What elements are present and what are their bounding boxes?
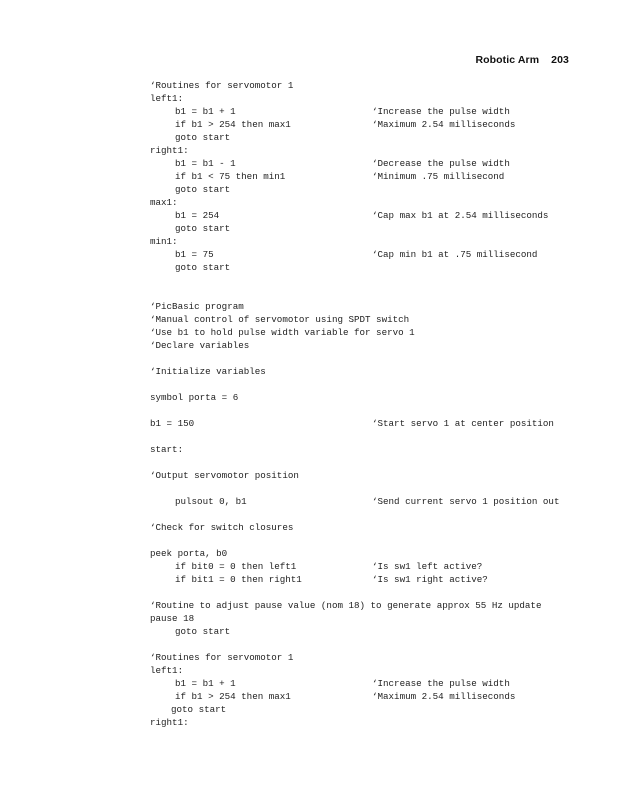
code-line <box>150 339 610 352</box>
code-line <box>150 92 610 105</box>
blank-line <box>150 508 610 521</box>
code-statement: b1 = 75 <box>175 249 214 260</box>
code-statement: if bit1 = 0 then right1 <box>175 574 302 585</box>
code-line <box>150 222 610 235</box>
code-line <box>150 157 610 170</box>
code-statement: right1: <box>150 717 189 728</box>
blank-line <box>150 534 610 547</box>
code-statement: pulsout 0, b1 <box>175 496 247 507</box>
blank-line <box>150 586 610 599</box>
chapter-title: Robotic Arm <box>475 54 540 66</box>
code-listing <box>150 79 610 729</box>
code-statement: b1 = 150 <box>150 418 195 429</box>
code-statement: ‘Manual control of servomotor using SPDT switch <box>150 314 410 325</box>
code-comment: ‘Send current servo 1 position out <box>372 496 560 507</box>
blank-line <box>150 456 610 469</box>
code-statement: if bit0 = 0 then left1 <box>175 561 297 572</box>
code-line <box>150 313 610 326</box>
code-statement: ‘Use b1 to hold pulse width variable for servo 1 <box>150 327 415 338</box>
running-header <box>475 54 569 66</box>
code-line <box>150 248 610 261</box>
code-line <box>150 235 610 248</box>
code-line <box>150 443 610 456</box>
code-line <box>150 326 610 339</box>
blank-line <box>150 404 610 417</box>
code-statement: b1 = b1 + 1 <box>175 106 236 117</box>
code-statement: ‘Output servomotor position <box>150 470 299 481</box>
code-line <box>150 391 610 404</box>
code-comment: ‘Cap max b1 at 2.54 milliseconds <box>372 210 549 221</box>
code-line <box>150 690 610 703</box>
code-line <box>150 599 610 612</box>
code-line <box>150 703 610 716</box>
code-comment: ‘Maximum 2.54 milliseconds <box>372 691 516 702</box>
code-statement: goto start <box>175 132 231 143</box>
code-comment: ‘Increase the pulse width <box>372 106 510 117</box>
code-statement: b1 = 254 <box>175 210 220 221</box>
code-comment: ‘Decrease the pulse width <box>372 158 510 169</box>
code-line <box>150 612 610 625</box>
code-line <box>150 131 610 144</box>
code-statement: pause 18 <box>150 613 195 624</box>
code-statement: goto start <box>175 626 231 637</box>
blank-line <box>150 430 610 443</box>
blank-line <box>150 482 610 495</box>
code-line <box>150 105 610 118</box>
code-line <box>150 716 610 729</box>
code-statement: peek porta, b0 <box>150 548 228 559</box>
code-comment: ‘Maximum 2.54 milliseconds <box>372 119 516 130</box>
code-line <box>150 547 610 560</box>
code-statement: ‘Routines for servomotor 1 <box>150 80 294 91</box>
code-statement: ‘Routine to adjust pause value (nom 18) to generate approx 55 Hz update <box>150 600 542 611</box>
code-comment: ‘Start servo 1 at center position <box>372 418 554 429</box>
code-comment: ‘Cap min b1 at .75 millisecond <box>372 249 538 260</box>
blank-line <box>150 638 610 651</box>
code-statement: symbol porta = 6 <box>150 392 239 403</box>
code-line <box>150 196 610 209</box>
code-statement: left1: <box>150 665 184 676</box>
blank-line <box>150 352 610 365</box>
code-line <box>150 79 610 92</box>
code-line <box>150 144 610 157</box>
code-line <box>150 365 610 378</box>
code-statement: left1: <box>150 93 184 104</box>
code-comment: ‘Minimum .75 millisecond <box>372 171 505 182</box>
page-number: 203 <box>551 54 569 66</box>
code-statement: if b1 > 254 then max1 <box>175 119 291 130</box>
code-statement: ‘Initialize variables <box>150 366 266 377</box>
code-line <box>150 170 610 183</box>
code-statement: if b1 < 75 then min1 <box>175 171 286 182</box>
blank-line <box>150 378 610 391</box>
code-line <box>150 209 610 222</box>
code-statement: b1 = b1 - 1 <box>175 158 236 169</box>
code-comment: ‘Is sw1 left active? <box>372 561 483 572</box>
code-statement: ‘Check for switch closures <box>150 522 294 533</box>
blank-line <box>150 274 610 287</box>
code-line <box>150 560 610 573</box>
code-line <box>150 521 610 534</box>
code-statement: goto start <box>175 262 231 273</box>
code-statement: ‘Declare variables <box>150 340 250 351</box>
code-comment: ‘Increase the pulse width <box>372 678 510 689</box>
code-line <box>150 417 610 430</box>
blank-line <box>150 287 610 300</box>
code-comment: ‘Is sw1 right active? <box>372 574 488 585</box>
code-statement: b1 = b1 + 1 <box>175 678 236 689</box>
code-statement: start: <box>150 444 184 455</box>
code-statement: if b1 > 254 then max1 <box>175 691 291 702</box>
code-line <box>150 261 610 274</box>
code-statement: ‘Routines for servomotor 1 <box>150 652 294 663</box>
code-statement: goto start <box>171 704 227 715</box>
code-statement: max1: <box>150 197 178 208</box>
code-line <box>150 118 610 131</box>
code-line <box>150 625 610 638</box>
code-line <box>150 300 610 313</box>
code-statement: ‘PicBasic program <box>150 301 244 312</box>
code-statement: min1: <box>150 236 178 247</box>
code-line <box>150 183 610 196</box>
code-line <box>150 573 610 586</box>
code-line <box>150 469 610 482</box>
code-line <box>150 651 610 664</box>
code-statement: right1: <box>150 145 189 156</box>
code-line <box>150 677 610 690</box>
code-line <box>150 495 610 508</box>
code-statement: goto start <box>175 223 231 234</box>
code-line <box>150 664 610 677</box>
code-statement: goto start <box>175 184 231 195</box>
